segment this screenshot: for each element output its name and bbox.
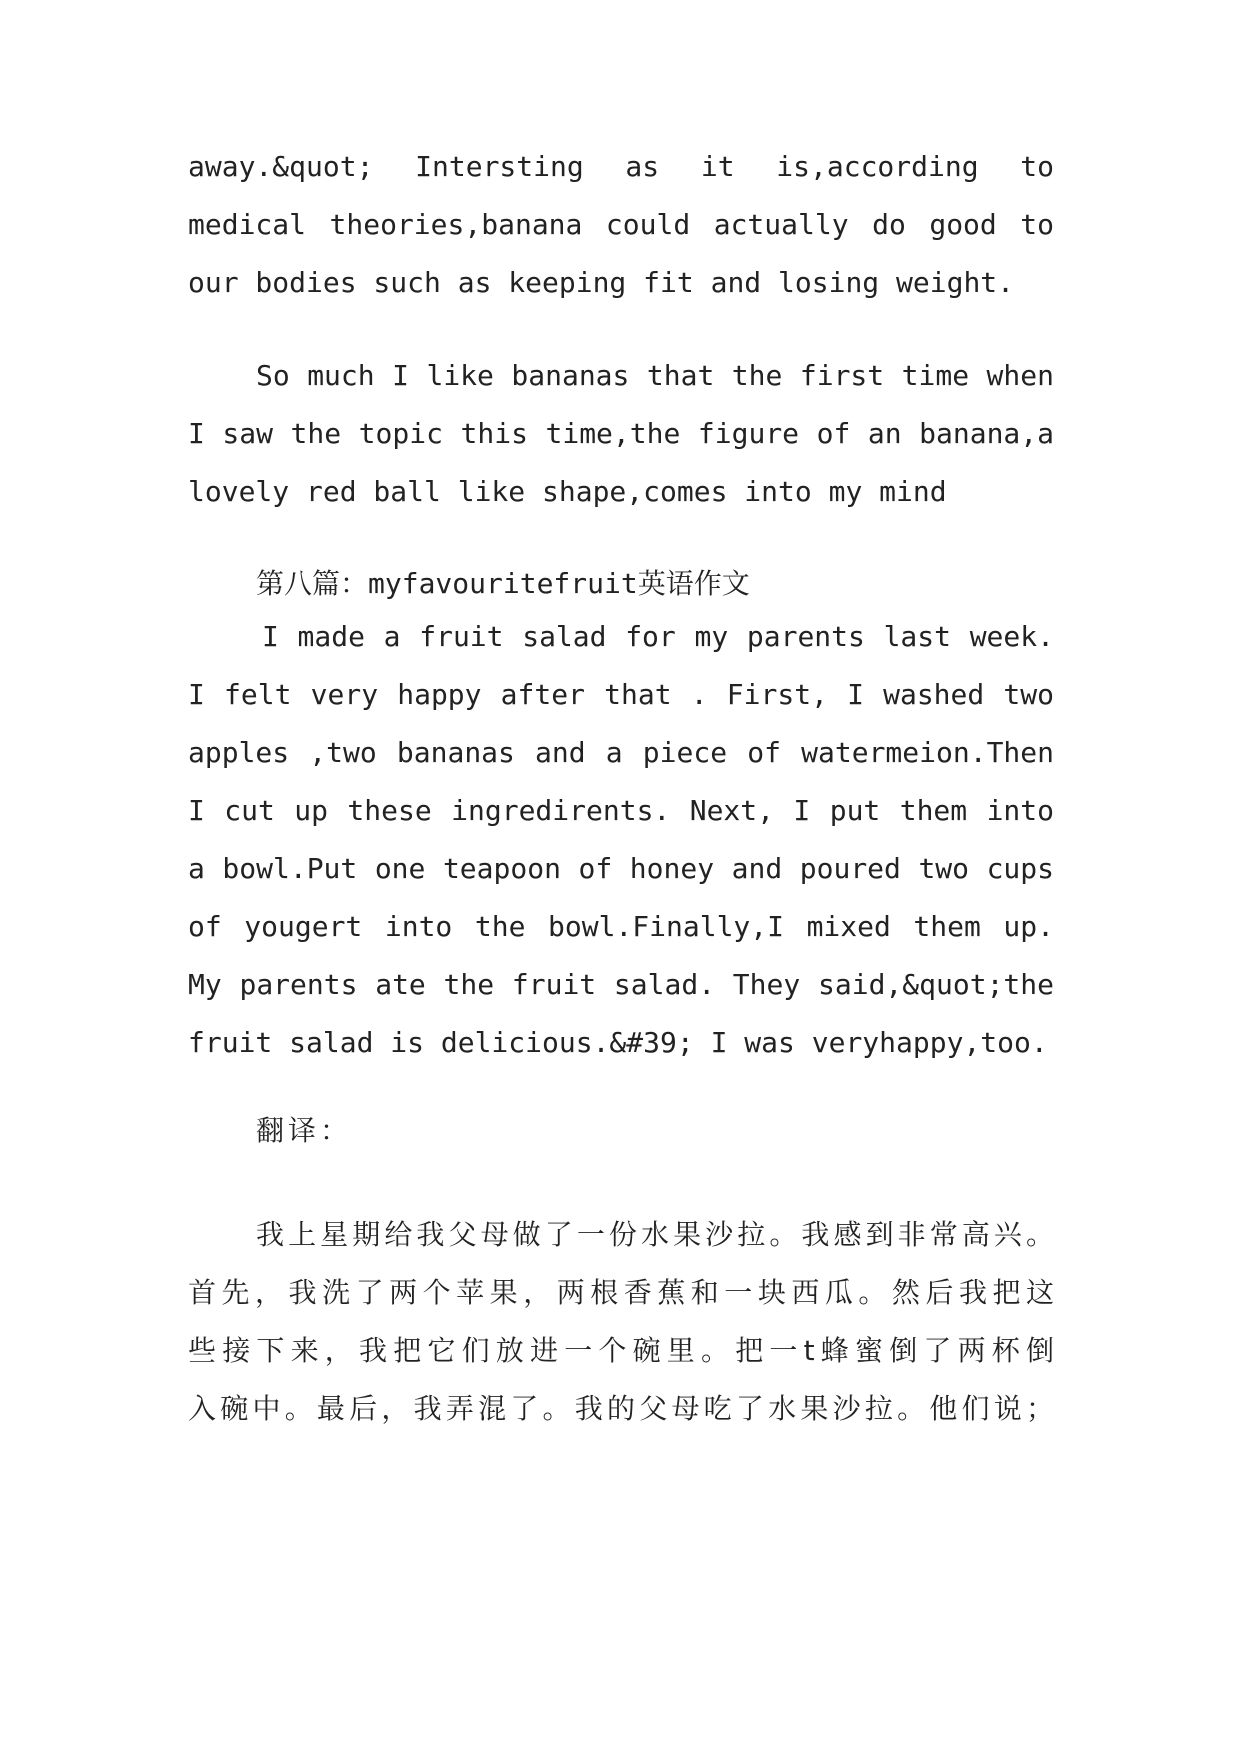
- paragraph-banana-health: [188, 138, 1054, 312]
- text-line: fruit salad is delicious.&#39; I was veryhappy,too.: [188, 1026, 1048, 1059]
- label-text: 翻译：: [256, 1114, 353, 1147]
- paragraph-translation: [188, 1206, 1054, 1438]
- paragraph-banana-topic: [188, 347, 1054, 521]
- text-line: So much I like bananas that the first time when: [256, 359, 1054, 392]
- section-heading: [188, 555, 1054, 613]
- text-line: I felt very happy after that . First, I washed two: [188, 678, 1054, 711]
- text-line: lovely red ball like shape,comes into my mind: [188, 475, 947, 508]
- text-line: a bowl.Put one teapoon of honey and poured two cups: [188, 852, 1054, 885]
- text-line: 首先，我洗了两个苹果，两根香蕉和一块西瓜。然后我把这: [188, 1276, 1054, 1309]
- text-line: My parents ate the fruit salad. They said,&quot;the: [188, 968, 1054, 1001]
- text-line: our bodies such as keeping fit and losing weight.: [188, 266, 1015, 299]
- translation-label: [188, 1102, 1054, 1160]
- text-line: apples ,two bananas and a piece of watermeion.Then: [188, 736, 1054, 769]
- text-line: medical theories,banana could actually do good to: [188, 208, 1054, 241]
- heading-text: 第八篇：myfavouritefruit英语作文: [256, 567, 750, 600]
- text-line: I cut up these ingredirents. Next, I put them into: [188, 794, 1054, 827]
- text-line: away.&quot; Intersting as it is,according to: [188, 150, 1054, 183]
- text-line: 入碗中。最后，我弄混了。我的父母吃了水果沙拉。他们说；: [188, 1392, 1054, 1425]
- text-line: 我上星期给我父母做了一份水果沙拉。我感到非常高兴。: [256, 1218, 1054, 1251]
- text-line: I made a fruit salad for my parents last week.: [262, 620, 1054, 653]
- text-line: 些接下来，我把它们放进一个碗里。把一t蜂蜜倒了两杯倒: [188, 1334, 1054, 1367]
- text-line: of yougert into the bowl.Finally,I mixed them up.: [188, 910, 1054, 943]
- paragraph-fruit-salad: [188, 608, 1054, 1072]
- text-line: I saw the topic this time,the figure of an banana,a: [188, 417, 1054, 450]
